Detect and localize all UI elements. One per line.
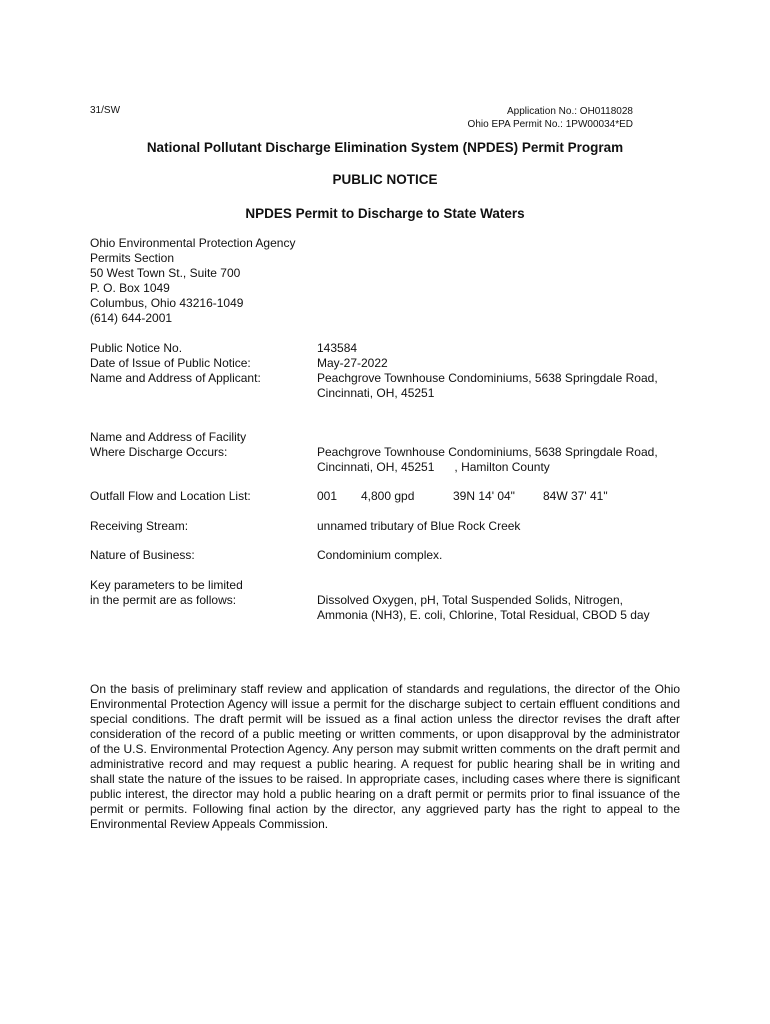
applicant-label: Name and Address of Applicant: xyxy=(90,371,261,385)
notice-info-values xyxy=(317,341,697,401)
facility-label-line1: Name and Address of Facility xyxy=(90,430,247,444)
notice-body-paragraph: On the basis of preliminary staff review and application of standards and regulations, the director of the Ohio Environmental Protection Agency will issue a permit for the discharge subject to certain effluent conditions and special conditions. The draft permit will be issued as a final action unless the director revises the draft after consideration of the record of a public meeting or written comments, or upon disapproval by the administrator of the U.S. Environmental Protection Agency. Any person may submit written comments on the draft permit and administrative record and may request a public hearing. A request for public hearing shall be in writing and shall state the nature of the issues to be raised. In appropriate cases, including cases where there is significant public interest, the director may hold a public hearing on a draft permit or permits prior to final issuance of the permit or permits. Following final action by the director, any aggrieved party has the right to appeal to the Environmental Review Appeals Commission. xyxy=(90,682,680,831)
business-label: Nature of Business: xyxy=(90,548,195,562)
outfall-number: 001 xyxy=(317,489,338,503)
facility-address-line1: Peachgrove Townhouse Condominiums, 5638 Springdale Road, xyxy=(317,445,658,459)
agency-street: 50 West Town St., Suite 700 xyxy=(90,266,241,280)
agency-name: Ohio Environmental Protection Agency xyxy=(90,236,296,250)
agency-section: Permits Section xyxy=(90,251,175,265)
agency-city: Columbus, Ohio 43216-1049 xyxy=(90,296,244,310)
facility-label-line2: Where Discharge Occurs: xyxy=(90,445,228,459)
facility-address-line2: Cincinnati, OH, 45251 , Hamilton County xyxy=(317,460,550,474)
epa-permit-number: Ohio EPA Permit No.: 1PW00034*ED xyxy=(467,119,633,130)
permit-subtitle: NPDES Permit to Discharge to State Waters xyxy=(245,206,525,221)
agency-po-box: P. O. Box 1049 xyxy=(90,281,170,295)
document-code: 31/SW xyxy=(90,105,121,116)
parameters-line1: Dissolved Oxygen, pH, Total Suspended Solids, Nitrogen, xyxy=(317,593,623,607)
notice-info-labels xyxy=(90,341,310,386)
facility-labels xyxy=(90,430,310,460)
parameters-label-line2: in the permit are as follows: xyxy=(90,593,237,607)
receiving-stream-label: Receiving Stream: xyxy=(90,519,189,533)
permit-identifiers xyxy=(468,105,633,131)
outfall-latitude: 39N 14' 04" xyxy=(453,489,515,503)
notice-number: 143584 xyxy=(317,341,358,355)
outfall-label: Outfall Flow and Location List: xyxy=(90,489,251,503)
parameters-labels xyxy=(90,578,310,608)
outfall-values xyxy=(317,489,697,504)
issue-date: May-27-2022 xyxy=(317,356,388,370)
outfall-flow: 4,800 gpd xyxy=(361,489,415,503)
receiving-stream-value: unnamed tributary of Blue Rock Creek xyxy=(317,519,521,533)
business-value: Condominium complex. xyxy=(317,548,443,562)
applicant-address-line1: Peachgrove Townhouse Condominiums, 5638 Springdale Road, xyxy=(317,371,658,385)
issue-date-label: Date of Issue of Public Notice: xyxy=(90,356,251,370)
outfall-longitude: 84W 37' 41" xyxy=(543,489,608,503)
notice-title: PUBLIC NOTICE xyxy=(332,172,438,187)
application-number: Application No.: OH0118028 xyxy=(506,106,633,117)
program-title: National Pollutant Discharge Elimination System (NPDES) Permit Program xyxy=(146,140,624,155)
agency-address xyxy=(90,236,295,326)
parameters-line2: Ammonia (NH3), E. coli, Chlorine, Total Residual, CBOD 5 day xyxy=(317,608,650,622)
parameters-values xyxy=(317,593,697,623)
parameters-label-line1: Key parameters to be limited xyxy=(90,578,243,592)
facility-values xyxy=(317,445,697,475)
applicant-address-line2: Cincinnati, OH, 45251 xyxy=(317,386,435,400)
agency-phone: (614) 644-2001 xyxy=(90,311,173,325)
notice-number-label: Public Notice No. xyxy=(90,341,183,355)
